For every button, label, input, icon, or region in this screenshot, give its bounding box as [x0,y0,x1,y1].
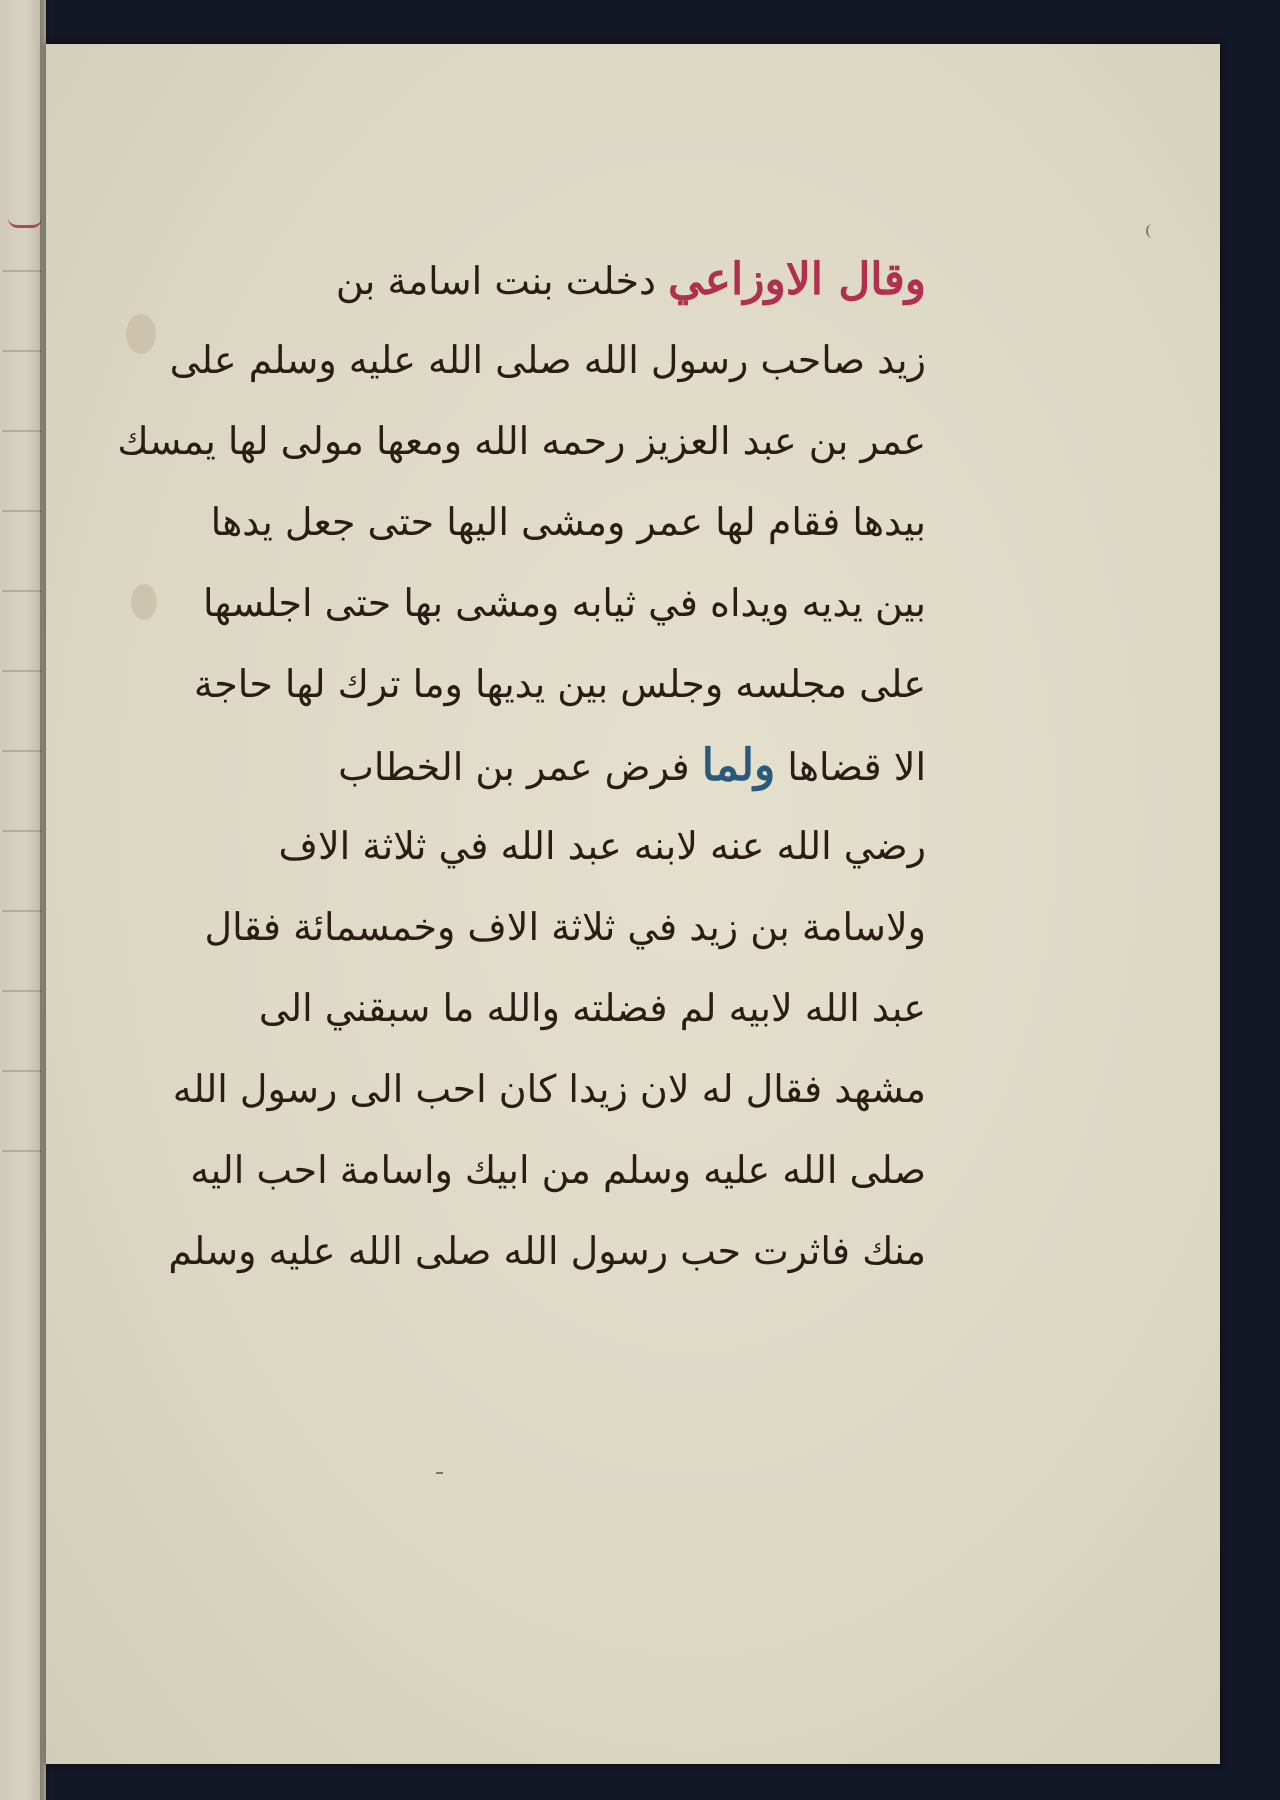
line-text: دخلت بنت اسامة بن [335,259,669,303]
text-line-11 [172,1049,926,1130]
line-text: منك فاثرت حب رسول الله صلى الله عليه وسلم [168,1229,926,1273]
text-line-9 [176,887,926,968]
text-line-4 [176,482,926,563]
text-line-5 [176,563,926,644]
line-text: الا قضاها [775,745,926,789]
line-text: عبد الله لابيه لم فضلته والله ما سبقني الى [258,986,926,1030]
line-text: مشهد فقال له لان زيدا كان احب الى رسول الله [172,1067,926,1111]
line-text: زيد صاحب رسول الله صلى الله عليه وسلم على [169,338,926,382]
line-text: فرض عمر بن الخطاب [338,745,702,789]
text-line-1 [176,239,926,320]
facing-page-ink-trace [2,990,42,992]
ink-dot [436,1472,443,1474]
paper-stain [126,314,156,354]
facing-page-rubric-mark [8,215,42,228]
line-text: ولاسامة بن زيد في ثلاثة الاف وخمسمائة فقال [204,905,926,949]
facing-page-ink-trace [2,590,42,592]
text-line-3 [117,401,926,482]
facing-page-ink-trace [2,350,42,352]
line-text: عمر بن عبد العزيز رحمه الله ومعها مولى لها يمسك [117,419,926,463]
text-line-12 [176,1130,926,1211]
facing-page-ink-trace [2,910,42,912]
facing-page-ink-trace [2,510,42,512]
manuscript-folio [46,44,1220,1764]
text-line-13 [168,1211,926,1292]
line-text: بين يديه ويداه في ثيابه ومشى بها حتى اجلسها [202,581,926,625]
facing-page-ink-trace [2,1070,42,1072]
line-text: صلى الله عليه وسلم من ابيك واسامة احب اليه [190,1148,926,1192]
margin-mark [1146,224,1158,238]
text-line-7 [176,725,926,806]
rubric-red-heading: وقال الاوزاعي [668,254,926,305]
facing-page-ink-trace [2,670,42,672]
line-text: رضي الله عنه لابنه عبد الله في ثلاثة الاف [278,824,926,868]
text-line-10 [176,968,926,1049]
paper-stain [131,584,157,620]
rubric-blue-word: ولما [701,740,776,791]
text-line-8 [176,806,926,887]
facing-page-ink-trace [2,750,42,752]
manuscript-text-block [117,239,926,1292]
line-text: بيدها فقام لها عمر ومشى اليها حتى جعل يدها [210,500,926,544]
text-line-6 [176,644,926,725]
facing-page-ink-trace [2,830,42,832]
facing-page-ink-trace [2,430,42,432]
facing-page-ink-trace [2,270,42,272]
text-line-2 [169,320,926,401]
line-text: على مجلسه وجلس بين يديها وما ترك لها حاجة [193,662,926,706]
facing-page-ink-trace [2,1150,42,1152]
